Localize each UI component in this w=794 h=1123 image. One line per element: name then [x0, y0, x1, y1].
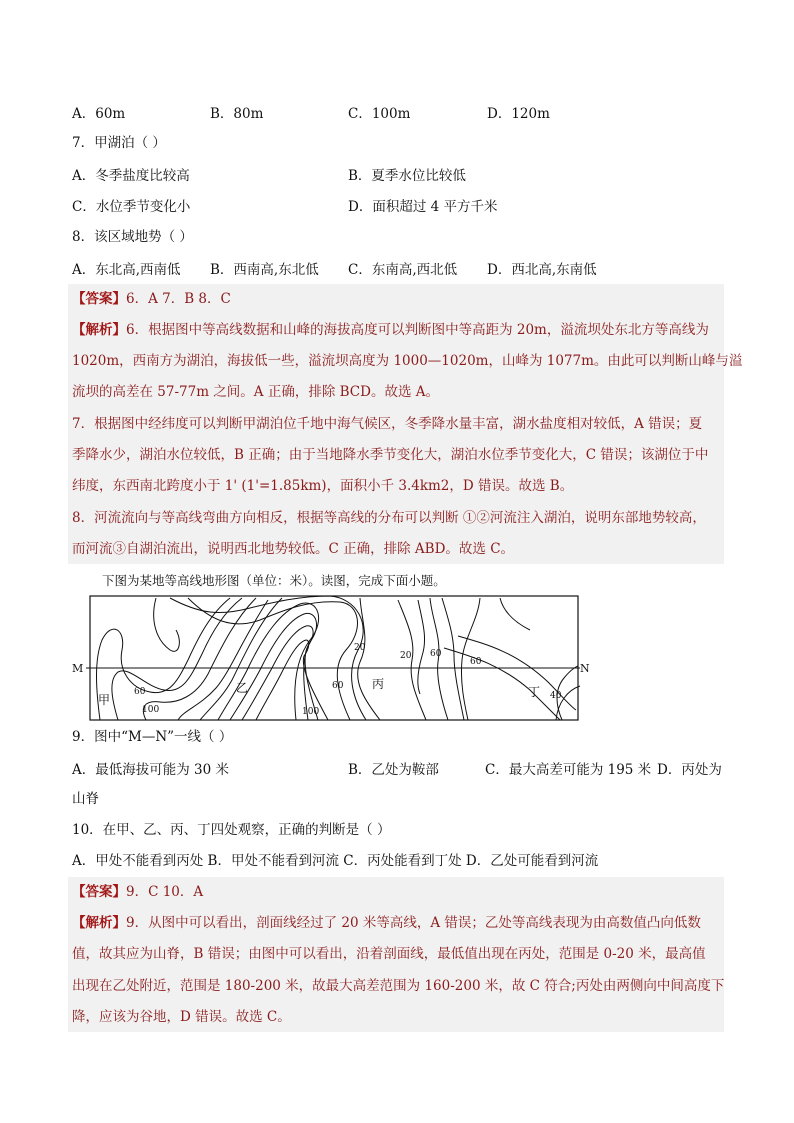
map-intro: 下图为某地等高线地形图（单位：米）。读图，完成下面小题。	[102, 573, 446, 588]
q8-option-d: D．西北高,东南低	[487, 262, 597, 278]
q10-stem: 10．在甲、乙、丙、丁四处观察，正确的判断是（ ）	[72, 822, 391, 838]
analysis-2-line-1: 值，故其应为山脊，B 错误；由图中可以看出，沿着剖面线，最低值出现在丙处，范围是 0-20 米，最高值	[72, 946, 706, 962]
q9-option-d-cont: 山脊	[72, 791, 99, 807]
label-jia: 甲	[98, 693, 111, 707]
answer-text: 9．C 10．A	[126, 884, 204, 900]
analysis-1-line-7: 而河流③自湖泊流出，说明西北地势较低。C 正确，排除 ABD。故选 C。	[72, 541, 515, 557]
answer-text: 6．A 7．B 8．C	[126, 291, 231, 307]
q7-option-c: C．水位季节变化小	[72, 199, 191, 215]
q8-option-a: A．东北高,西南低	[72, 262, 181, 278]
answer-tag: 【答案】	[72, 291, 126, 307]
analysis-1-line-3: 7．根据图中经纬度可以判断甲湖泊位千地中海气候区，冬季降水量丰富，湖水盐度相对较低，A 错误；夏	[72, 416, 703, 432]
analysis-1-line-4: 季降水少，湖泊水位较低，B 正确；由于当地降水季节变化大，湖泊水位季节变化大，C 错误；该湖位于中	[72, 447, 709, 463]
q6-option-c: C．100m	[348, 106, 411, 122]
label-ding: 丁	[528, 685, 541, 699]
analysis-2-line-0	[72, 913, 701, 933]
q7-stem: 7．甲湖泊（ ）	[72, 135, 166, 151]
contour-label-60c: 60	[134, 687, 146, 697]
map-frame	[90, 596, 578, 720]
q7-option-a: A．冬季盐度比较高	[72, 168, 190, 184]
contour-label-20a: 20	[354, 643, 366, 653]
analysis-1-line-5: 纬度，东西南北跨度小于 1' (1'=1.85km)，面积小千 3.4km2，D 错误。故选 B。	[72, 478, 574, 494]
q9-option-d: D．丙处为	[657, 762, 722, 778]
q8-option-b: B．西南高,东北低	[210, 262, 319, 278]
contour-label-20b: 20	[400, 651, 412, 661]
analysis-tag: 【解析】	[72, 915, 126, 931]
contour-label-100b: 100	[302, 707, 320, 717]
contour-label-60b: 60	[470, 657, 482, 667]
analysis-tag: 【解析】	[72, 322, 126, 338]
contour-lines	[97, 596, 581, 720]
q9-stem: 9．图中“M—N”一线（ ）	[72, 729, 233, 745]
q6-option-a: A．60m	[72, 106, 126, 122]
q10-options: A．甲处不能看到丙处 B．甲处不能看到河流 C．丙处能看到丁处 D．乙处可能看到河流	[72, 853, 599, 869]
analysis-text: 6．根据图中等高线数据和山峰的海拔高度可以判断图中等高距为 20m，溢流坝处东北方等高线为	[126, 322, 709, 338]
analysis-1-line-1: 1020m，西南方为湖泊，海拔低一些，溢流坝高度为 1000—1020m，山峰为 1077m。由此可以判断山峰与溢	[72, 353, 743, 369]
label-m: M	[72, 662, 84, 675]
q6-option-b: B．80m	[210, 106, 264, 122]
contour-label-60d: 60	[332, 681, 344, 691]
q7-option-b: B．夏季水位比较低	[348, 168, 466, 184]
analysis-1-line-0	[72, 320, 709, 340]
contour-label-40: 40	[550, 691, 562, 701]
label-yi: 乙	[236, 681, 249, 695]
analysis-1-line-2: 流坝的高差在 57-77m 之间。A 正确，排除 BCD。故选 A。	[72, 384, 439, 400]
answer-2	[72, 882, 203, 902]
q6-option-d: D．120m	[487, 106, 550, 122]
answer-tag: 【答案】	[72, 884, 126, 900]
label-bing: 丙	[372, 677, 385, 691]
q9-option-c: C．最大高差可能为 195 米	[485, 762, 652, 778]
analysis-2-line-2: 出现在乙处附近，范围是 180-200 米，故最大高差范围为 160-200 米，故 C 符合;丙处由两侧向中间高度下	[72, 978, 725, 994]
analysis-2-line-3: 降，应该为谷地，D 错误。故选 C。	[72, 1009, 291, 1025]
q8-stem: 8．该区域地势（ ）	[72, 229, 193, 245]
analysis-text: 9．从图中可以看出，剖面线经过了 20 米等高线，A 错误；乙处等高线表现为由高数值凸向低数	[126, 915, 701, 931]
contour-label-60a: 60	[430, 649, 442, 659]
label-n: N	[580, 662, 590, 675]
contour-map	[60, 590, 600, 725]
contour-label-100a: 100	[142, 705, 160, 715]
analysis-1-line-6: 8．河流流向与等高线弯曲方向相反，根据等高线的分布可以判断 ①②河流注入湖泊，说明东部地势较高，	[72, 510, 706, 526]
q7-option-d: D．面积超过 4 平方千米	[348, 199, 498, 215]
q9-option-b: B．乙处为鞍部	[348, 762, 439, 778]
answer-1	[72, 289, 231, 309]
q9-option-a: A．最低海拔可能为 30 米	[72, 762, 230, 778]
q8-option-c: C．东南高,西北低	[348, 262, 458, 278]
